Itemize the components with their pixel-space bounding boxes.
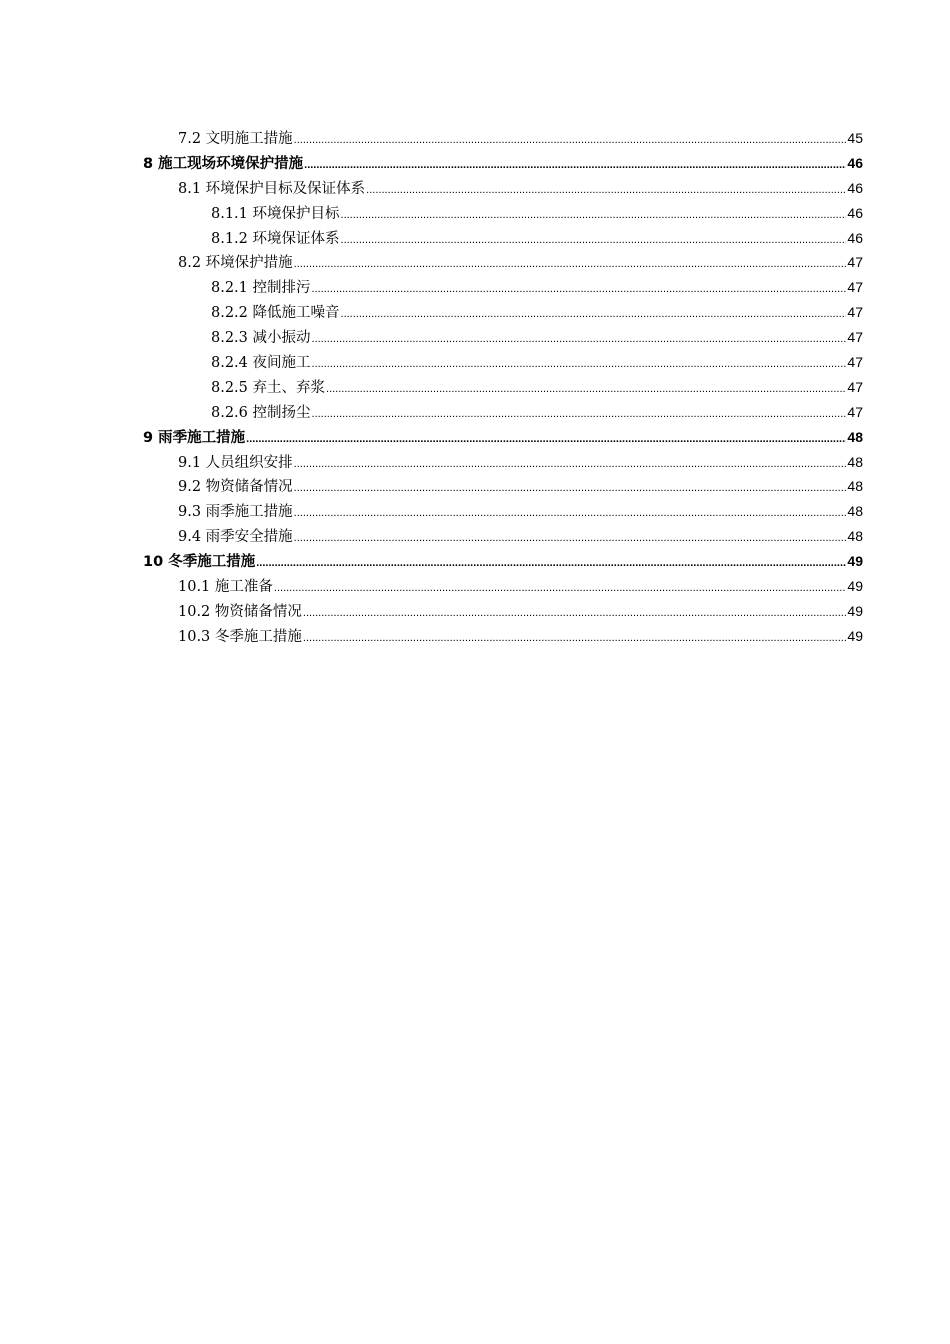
toc-entry[interactable] xyxy=(143,499,863,524)
toc-dot-leader xyxy=(341,228,847,253)
toc-dot-leader xyxy=(303,601,847,626)
toc-dot-leader xyxy=(312,402,847,427)
toc-entry-page: 48 xyxy=(847,453,863,470)
toc-entry-page: 48 xyxy=(847,528,863,545)
table-of-contents xyxy=(143,126,863,649)
toc-dot-leader xyxy=(366,178,846,203)
toc-dot-leader xyxy=(312,327,847,352)
toc-entry-page: 49 xyxy=(847,578,863,595)
toc-dot-leader xyxy=(294,252,847,277)
toc-entry[interactable] xyxy=(143,624,863,649)
toc-entry[interactable] xyxy=(143,325,863,350)
toc-dot-leader xyxy=(312,352,847,377)
toc-entry[interactable] xyxy=(143,599,863,624)
toc-entry[interactable] xyxy=(143,226,863,251)
toc-entry[interactable] xyxy=(143,151,863,176)
toc-dot-leader xyxy=(341,203,847,228)
toc-entry-page: 46 xyxy=(847,229,863,246)
toc-entry-title: 10.1 施工准备 xyxy=(178,579,273,596)
toc-entry[interactable] xyxy=(143,201,863,226)
toc-entry-title: 9.4 雨季安全措施 xyxy=(178,529,293,546)
toc-dot-leader xyxy=(256,551,846,576)
toc-entry-title: 9.3 雨季施工措施 xyxy=(178,504,293,521)
toc-entry-title: 8.2.6 控制扬尘 xyxy=(211,404,311,421)
toc-entry[interactable] xyxy=(143,524,863,549)
toc-entry-page: 45 xyxy=(847,130,863,146)
toc-entry-page: 47 xyxy=(847,403,863,420)
toc-entry-page: 47 xyxy=(847,279,863,296)
toc-dot-leader xyxy=(294,452,847,477)
toc-entry-title: 8.2.1 控制排污 xyxy=(211,280,311,297)
toc-entry-page: 48 xyxy=(847,428,863,445)
toc-entry[interactable] xyxy=(143,450,863,475)
toc-entry[interactable] xyxy=(143,549,863,574)
toc-entry-title: 10 冬季施工措施 xyxy=(143,554,256,571)
toc-entry-page: 46 xyxy=(847,179,863,196)
toc-entry[interactable] xyxy=(143,300,863,325)
toc-entry[interactable] xyxy=(143,425,863,450)
toc-dot-leader xyxy=(304,153,846,178)
toc-dot-leader xyxy=(341,302,847,327)
toc-dot-leader xyxy=(274,576,847,601)
toc-entry[interactable] xyxy=(143,275,863,300)
toc-entry-title: 8.2.2 降低施工噪音 xyxy=(211,305,340,322)
toc-entry-page: 49 xyxy=(847,602,863,619)
toc-dot-leader xyxy=(294,128,847,153)
toc-entry-title: 8.1.1 环境保护目标 xyxy=(211,205,340,222)
toc-entry-title: 10.3 冬季施工措施 xyxy=(178,628,302,645)
toc-entry-title: 9 雨季施工措施 xyxy=(143,429,246,446)
toc-entry-page: 47 xyxy=(847,354,863,371)
toc-entry-page: 46 xyxy=(847,204,863,221)
toc-entry-page: 48 xyxy=(847,503,863,520)
toc-entry-page: 49 xyxy=(847,553,863,570)
toc-entry-page: 47 xyxy=(847,329,863,346)
toc-dot-leader xyxy=(312,277,847,302)
toc-entry-title: 10.2 物资储备情况 xyxy=(178,603,302,620)
toc-dot-leader xyxy=(246,427,846,452)
toc-entry-title: 8 施工现场环境保护措施 xyxy=(143,155,304,172)
toc-entry-title: 9.1 人员组织安排 xyxy=(178,454,293,471)
toc-entry-title: 8.2.3 减小振动 xyxy=(211,330,311,347)
toc-entry[interactable] xyxy=(143,474,863,499)
toc-entry[interactable] xyxy=(143,400,863,425)
toc-entry-title: 7.2 文明施工措施 xyxy=(178,131,293,147)
toc-entry-title: 8.2.5 弃土、弃浆 xyxy=(211,379,326,396)
toc-entry-title: 9.2 物资储备情况 xyxy=(178,479,293,496)
toc-entry-page: 47 xyxy=(847,304,863,321)
toc-entry-page: 47 xyxy=(847,378,863,395)
toc-dot-leader xyxy=(326,377,846,402)
toc-entry[interactable] xyxy=(143,350,863,375)
toc-entry-title: 8.2 环境保护措施 xyxy=(178,255,293,272)
toc-dot-leader xyxy=(303,626,847,651)
toc-dot-leader xyxy=(294,526,847,551)
toc-entry[interactable] xyxy=(143,176,863,201)
toc-entry-page: 46 xyxy=(847,154,863,171)
toc-entry[interactable] xyxy=(143,375,863,400)
toc-entry-page: 48 xyxy=(847,478,863,495)
toc-entry[interactable] xyxy=(143,574,863,599)
toc-dot-leader xyxy=(294,476,847,501)
toc-entry-title: 8.1.2 环境保证体系 xyxy=(211,230,340,247)
toc-dot-leader xyxy=(294,501,847,526)
toc-entry[interactable] xyxy=(143,250,863,275)
toc-entry-title: 8.1 环境保护目标及保证体系 xyxy=(178,180,366,197)
toc-entry-page: 47 xyxy=(847,254,863,271)
toc-entry[interactable] xyxy=(143,126,863,151)
toc-entry-page: 49 xyxy=(847,627,863,644)
toc-entry-title: 8.2.4 夜间施工 xyxy=(211,355,311,372)
